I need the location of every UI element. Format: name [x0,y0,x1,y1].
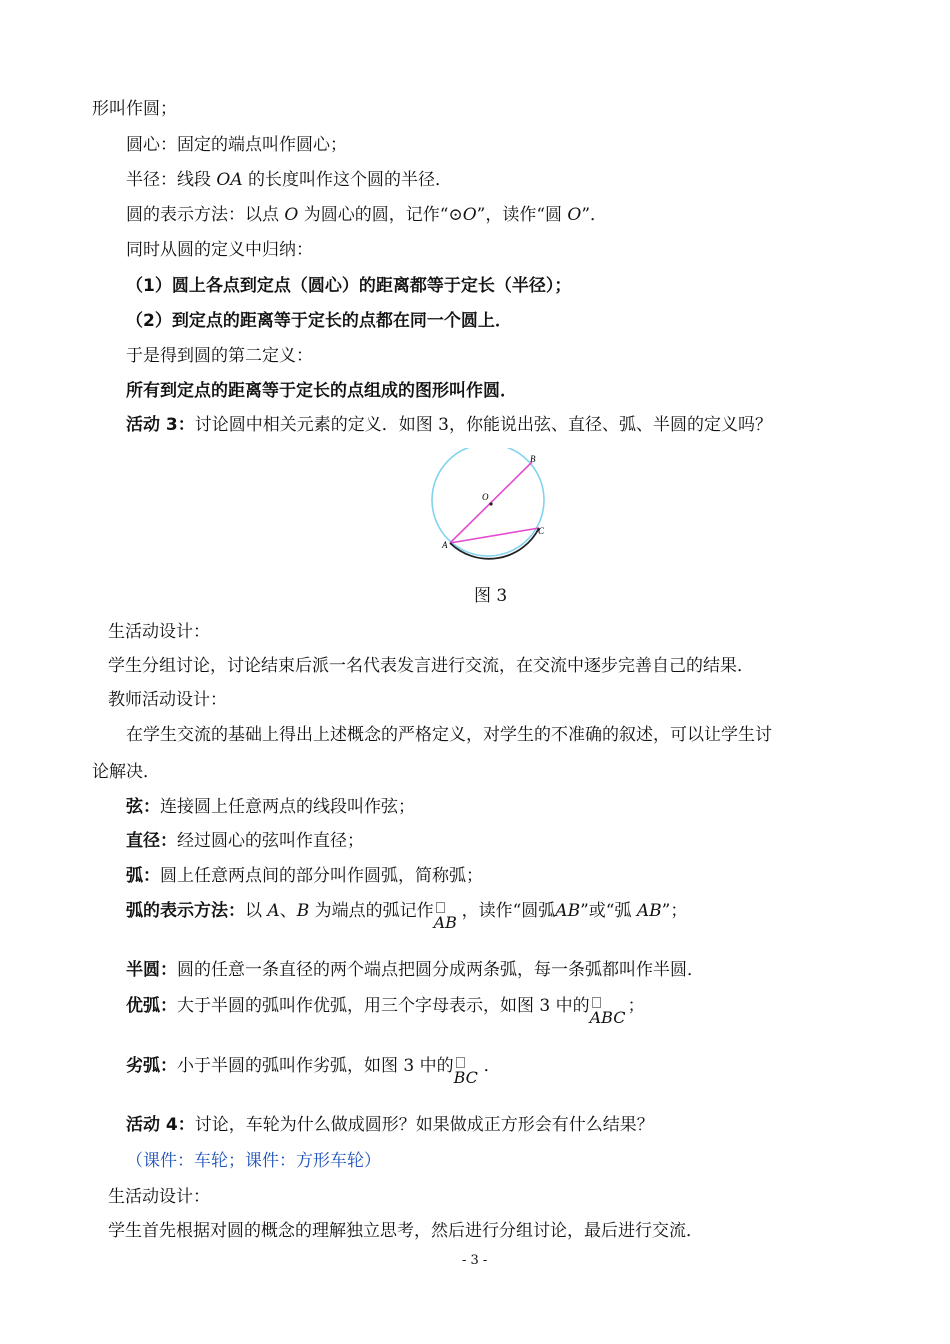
bold-line: 所有到定点的距离等于定长的点组成的图形叫作圆． [126,381,517,401]
definition-line: 劣弧：小于半圆的弧叫作劣弧，如图 3 中的 BC ． [126,1056,501,1087]
circle-figure [430,448,550,566]
text-line: 论解决． [92,762,160,782]
label-b: B [530,454,536,464]
definition-line: 优弧：大于半圆的弧叫作优弧，用三个字母表示，如图 3 中的 ABC ； [126,996,645,1027]
bold-line: （2）到定点的距离等于定长的点都在同一个圆上． [126,311,512,331]
courseware-line: （课件：车轮；课件：方形车轮） [126,1151,381,1171]
definition-line: 直径：经过圆心的弦叫作直径； [126,831,364,851]
text-line: 教师活动设计： [108,690,227,710]
page-number: - 3 - [462,1253,488,1268]
text-line: 半径：线段 OA 的长度叫作这个圆的半径． [126,170,453,190]
text-line: 同时从圆的定义中归纳： [126,240,313,260]
text-line: 圆的表示方法：以点 O 为圆心的圆，记作“⊙O”，读作“圆 O”． [126,205,608,225]
text-line: 于是得到圆的第二定义： [126,346,313,366]
text-line: 圆心：固定的端点叫作圆心； [126,135,347,155]
activity-3-line: 活动 3：讨论圆中相关元素的定义．如图 3，你能说出弦、直径、弧、半圆的定义吗？ [126,415,772,435]
text-line: 在学生交流的基础上得出上述概念的严格定义，对学生的不准确的叙述，可以让学生讨 [126,725,772,745]
circle-outline [432,448,544,556]
arc-notation: BC [454,1055,484,1077]
definition-line: 弧：圆上任意两点间的部分叫作圆弧，简称弧； [126,866,483,886]
minor-arc [450,528,539,559]
text-line: 形叫作圆； [92,99,177,119]
bold-line: （1）圆上各点到定点（圆心）的距离都等于定长（半径）； [126,276,572,296]
definition-line: 弦：连接圆上任意两点的线段叫作弦； [126,797,415,817]
arc-notation: ABC [590,995,628,1017]
label-a: A [442,540,448,550]
text-line: 学生首先根据对圆的概念的理解独立思考，然后进行分组讨论，最后进行交流． [108,1221,703,1241]
activity-4-line: 活动 4：讨论，车轮为什么做成圆形？如果做成正方形会有什么结果？ [126,1115,654,1135]
label-o: O [482,492,489,502]
text-line: 生活动设计： [108,1187,210,1207]
definition-line: 弧的表示方法：以 A、B 为端点的弧记作 AB ，读作“圆弧AB”或“弧 AB”； [126,901,688,932]
figure-caption: 图 3 [474,586,508,606]
label-c: C [538,526,545,536]
definition-line: 半圆：圆的任意一条直径的两个端点把圆分成两条弧，每一条弧都叫作半圆． [126,960,704,980]
arc-notation: AB [434,900,462,922]
text-line: 学生分组讨论，讨论结束后派一名代表发言进行交流，在交流中逐步完善自己的结果． [108,656,754,676]
center-point [489,502,492,505]
text-line: 生活动设计： [108,622,210,642]
